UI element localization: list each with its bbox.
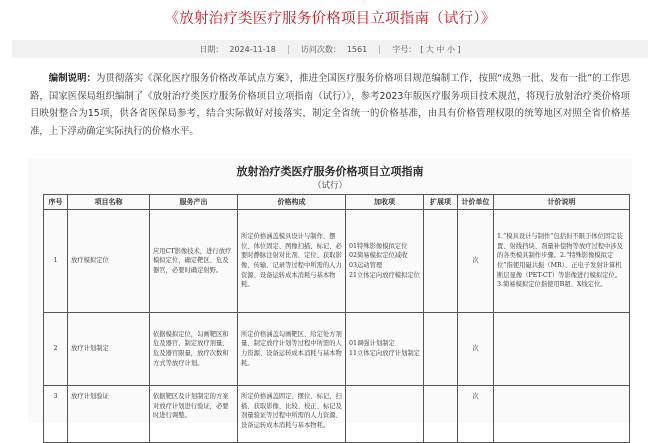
intro-text: 为贯彻落实《深化医疗服务价格改革试点方案》，推进全国医疗服务价格项目规范编制工作，按照“成熟一批、发布一批”的工作思路，国家医保局组织编制了《放射治疗类医疗服务价格项目立项指南（试行）》，参考2023年版医疗服务项目技术规范，将现行放射治疗类价格项目映射整合为15项，供各省医保局参考，结合实际做好对接落实，制定全省统一的价格基准，由具有价格管理权限的统筹地区对照全省价格基准，上下浮动确定实际执行的价格水平。 <box>30 73 630 137</box>
meta-divider <box>288 45 289 54</box>
intro-label: 编制说明： <box>48 73 97 84</box>
intro-paragraph <box>30 70 630 140</box>
surcharge-item: 01特殊影像模拟定位 <box>349 242 408 250</box>
column-header: 项目名称 <box>68 195 150 210</box>
extension-item <box>424 210 458 313</box>
surcharge-list <box>346 386 424 443</box>
surcharge-item: 03运动管理 <box>349 262 383 269</box>
column-header: 序号 <box>44 195 68 210</box>
extension-item <box>424 313 458 386</box>
surcharge-item: 01调强计划制定 <box>349 340 395 348</box>
page-title: 《放射治疗类医疗服务价格项目立项指南（试行）》 <box>164 11 496 27</box>
row-number: 3 <box>44 386 68 443</box>
publish-date: 2024-11-18 <box>229 44 276 54</box>
view-count: 1561 <box>346 44 368 54</box>
price-composition: 所定价格涵盖勾画靶区、给定处方剂量、制定放疗计划等过程中所需的人力资源、设备运转成本消耗与基本物耗。 <box>238 313 346 386</box>
item-name: 放疗计划制定 <box>68 313 150 386</box>
column-header: 扩展项 <box>424 195 458 210</box>
surcharge-item: 21立体定向放疗模拟定位 <box>349 271 420 279</box>
service-output: 应用CT影像技术，进行放疗模拟定位，确定靶区、危及器官，必要时确定射野。 <box>150 210 238 313</box>
surcharge-list <box>346 210 424 313</box>
bracket-close: ] <box>454 44 461 54</box>
surcharge-list <box>346 313 424 386</box>
column-header: 服务产出 <box>150 195 238 210</box>
fontsize-small-button[interactable]: 小 <box>446 44 455 54</box>
fontsize-switch <box>420 44 460 55</box>
surcharge-item: 11立体定向放疗计划制定 <box>349 350 420 357</box>
item-name: 放疗计划验证 <box>68 386 150 443</box>
price-composition: 所定价格涵盖固定、摆位、标记、扫描、获取影像、比较、校正、标记及剂量验证等过程中所需的人力资源、设备运转成本消耗与基本物耗。 <box>238 386 346 443</box>
table-header-row <box>44 195 630 210</box>
column-header: 计价说明 <box>494 195 630 210</box>
table-row <box>44 386 630 443</box>
column-header: 计价单位 <box>458 195 494 210</box>
column-header: 加收项 <box>346 195 424 210</box>
extension-item <box>424 386 458 443</box>
meta-divider <box>379 45 380 54</box>
price-composition: 所定价格涵盖模具设计与制作、摆位、体位固定、图像扫描、标记、必要时静脉注射对比剂、定位、获取影像、传输、记录等过程中所需的人力资源、设备运转成本消耗与基本物耗。 <box>238 210 346 313</box>
pricing-notes <box>494 386 630 443</box>
row-number: 1 <box>44 210 68 313</box>
document-image <box>28 158 632 429</box>
service-output: 依据靶区及计划制定的方案对放疗计划进行验证，必要时进行调整。 <box>150 386 238 443</box>
pricing-unit: 次 <box>458 210 494 313</box>
surcharge-item: 02简易模拟定位减收 <box>349 252 408 260</box>
pricing-notes: 1.“模具设计与制作”包括但不限于体位固定装置、射线挡块、剂量补偿物等放疗过程中涉及的各类模具制作步骤。2.“特殊影像模拟定位”指使用磁共振（MR）、正电子发射计算机断层显像（PET-CT）等影像进行模拟定位。3.简易模拟定位指使用B超、X线定位。 <box>494 210 630 313</box>
table-row <box>44 210 630 313</box>
document-subtitle: （试行） <box>312 181 347 191</box>
pricing-unit: 次 <box>458 313 494 386</box>
date-label: 日期： <box>199 44 224 54</box>
bracket-open: [ <box>420 44 426 54</box>
fontsize-medium-button[interactable]: 中 <box>436 44 445 54</box>
table-row <box>44 313 630 386</box>
item-name: 放疗模拟定位 <box>68 210 150 313</box>
fontsize-label: 字号： <box>392 44 417 54</box>
views-label: 访问次数： <box>300 44 341 54</box>
service-output: 依据模拟定位，勾画靶区和危及器官，制定放疗剂量、危及器官限量，放疗次数和方式等放疗计划。 <box>150 313 238 386</box>
pricing-table <box>43 194 630 443</box>
row-number: 2 <box>44 313 68 386</box>
document-title: 放射治疗类医疗服务价格项目立项指南 <box>236 165 424 178</box>
fontsize-large-button[interactable]: 大 <box>425 44 434 54</box>
column-header: 价格构成 <box>238 195 346 210</box>
article-meta-bar <box>12 40 648 58</box>
pricing-notes <box>494 313 630 386</box>
pricing-unit: 次 <box>458 386 494 443</box>
